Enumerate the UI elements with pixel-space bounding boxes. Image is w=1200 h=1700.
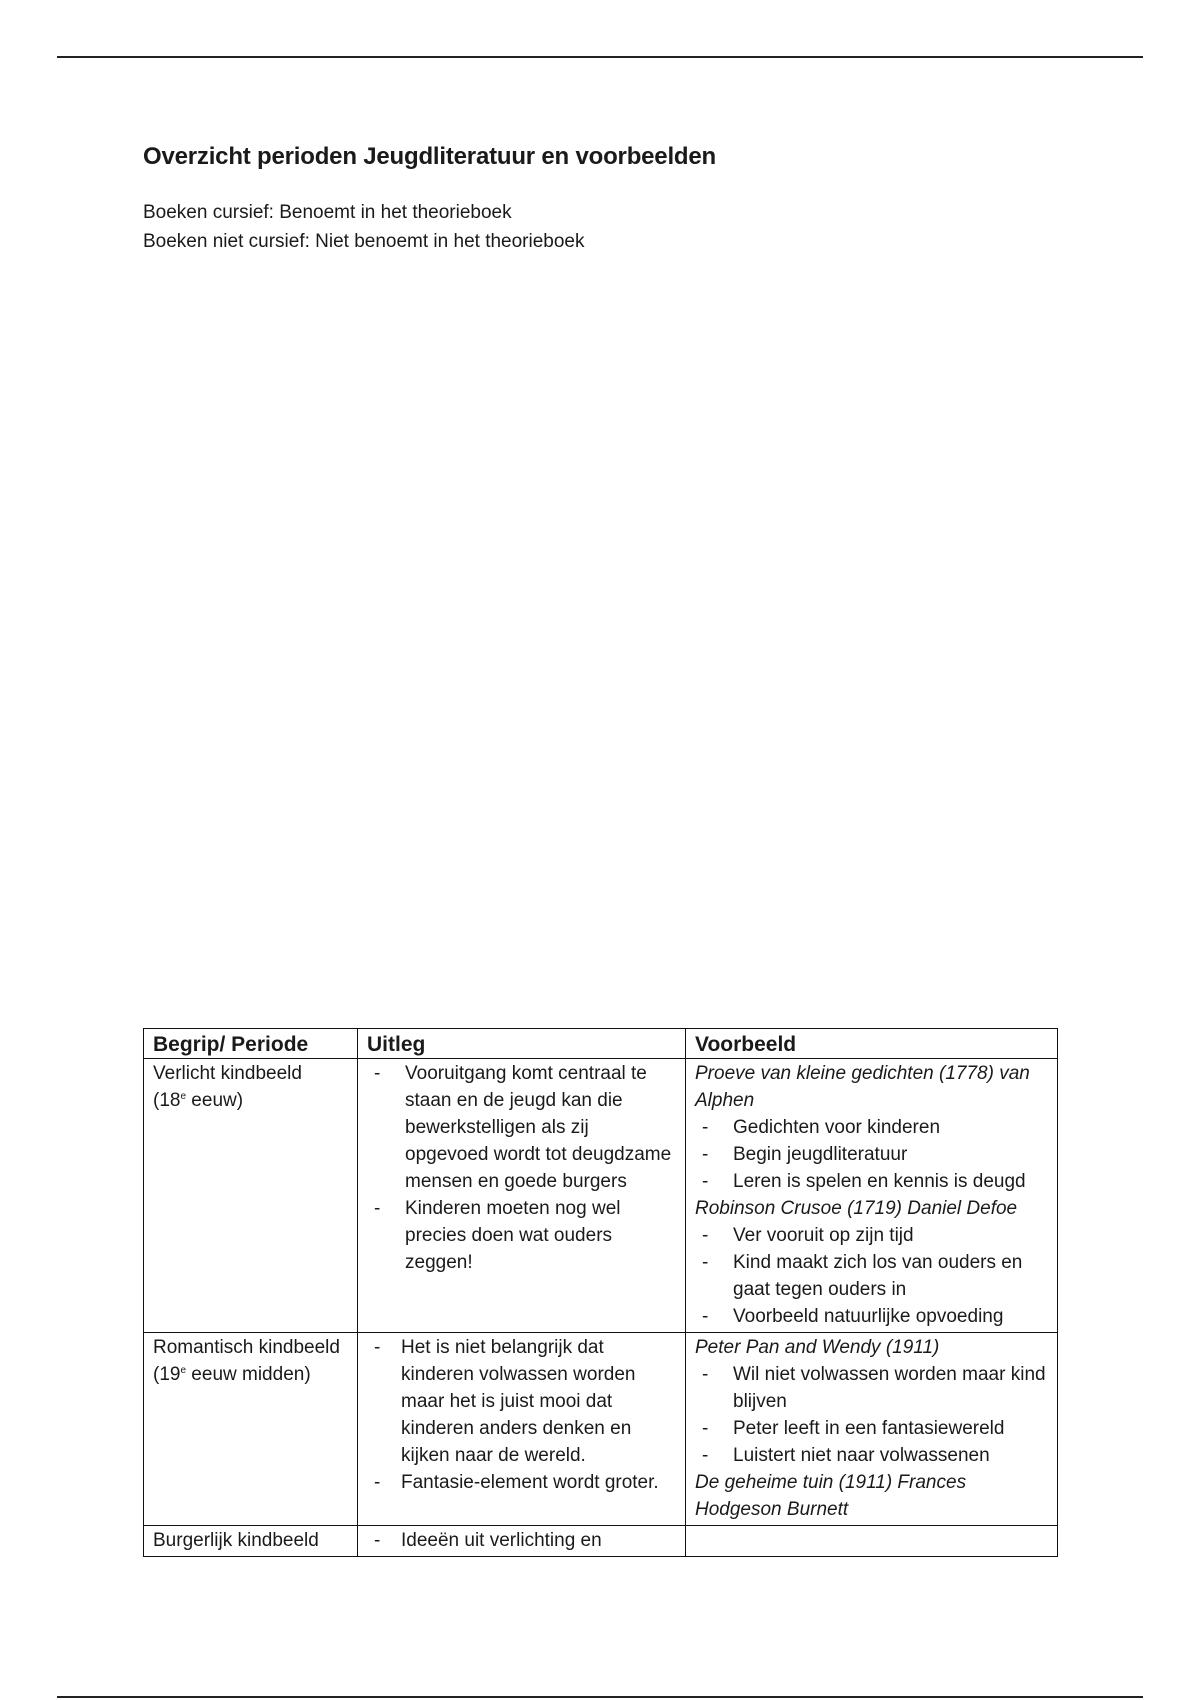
list-item: - Begin jeugdliteratuur: [695, 1141, 1048, 1168]
period-name: Verlicht kindbeeld: [153, 1063, 302, 1084]
table-header-row: [144, 1029, 1058, 1059]
book-points: [695, 1361, 1048, 1469]
header-voorbeeld: Voorbeeld: [686, 1029, 1058, 1059]
book-title: Robinson Crusoe (1719) Daniel Defoe: [695, 1198, 1018, 1219]
uitleg-list: [367, 1334, 676, 1496]
header-rule: [57, 56, 1143, 58]
list-item: - Wil niet volwassen worden maar kind blijven: [695, 1361, 1048, 1415]
list-item: - Ideeën uit verlichting en: [367, 1527, 676, 1554]
voorbeeld-cell: [686, 1059, 1058, 1333]
book-points: [695, 1114, 1048, 1195]
list-item: - Fantasie-element wordt groter.: [367, 1469, 676, 1496]
legend-line-italic: Boeken cursief: Benoemt in het theorieboek: [143, 202, 512, 223]
period-cell: [144, 1333, 358, 1526]
period-name: Burgerlijk kindbeeld: [153, 1530, 319, 1551]
list-item: - Kinderen moeten nog wel precies doen wat ouders zeggen!: [367, 1195, 676, 1276]
uitleg-list: [367, 1527, 676, 1554]
list-item: - Kind maakt zich los van ouders en gaat tegen ouders in: [695, 1249, 1048, 1303]
uitleg-cell: [358, 1333, 686, 1526]
period-cell: [144, 1059, 358, 1333]
legend-line-normal: Boeken niet cursief: Niet benoemt in het theorieboek: [143, 231, 585, 252]
list-item: - Gedichten voor kinderen: [695, 1114, 1048, 1141]
list-item: - Leren is spelen en kennis is deugd: [695, 1168, 1048, 1195]
list-item: - Voorbeeld natuurlijke opvoeding: [695, 1303, 1048, 1330]
footer-rule: [57, 1696, 1143, 1698]
period-era: (19e eeuw midden): [153, 1364, 311, 1385]
list-item: - Peter leeft in een fantasiewereld: [695, 1415, 1048, 1442]
book-title: De geheime tuin (1911) Frances Hodgeson Burnett: [695, 1472, 967, 1520]
book-title: Peter Pan and Wendy (1911): [695, 1337, 940, 1358]
period-cell: [144, 1526, 358, 1557]
overview-table: [143, 1028, 1058, 1557]
header-uitleg: Uitleg: [358, 1029, 686, 1059]
page-title: Overzicht perioden Jeugdliteratuur en voorbeelden: [143, 143, 716, 170]
book-points: [695, 1222, 1048, 1330]
list-item: - Ver vooruit op zijn tijd: [695, 1222, 1048, 1249]
period-name: Romantisch kindbeeld: [153, 1337, 340, 1358]
list-item: - Het is niet belangrijk dat kinderen volwassen worden maar het is juist mooi dat kinderen anders denken en kijken naar de wereld.: [367, 1334, 676, 1469]
uitleg-cell: [358, 1059, 686, 1333]
list-item: - Luistert niet naar volwassenen: [695, 1442, 1048, 1469]
book-title: Proeve van kleine gedichten (1778) van Alphen: [695, 1063, 1030, 1111]
legend: [143, 198, 585, 256]
table-row: [144, 1333, 1058, 1526]
voorbeeld-cell: [686, 1333, 1058, 1526]
uitleg-cell: [358, 1526, 686, 1557]
header-begrip: Begrip/ Periode: [144, 1029, 358, 1059]
table-row: [144, 1526, 1058, 1557]
table-row: [144, 1059, 1058, 1333]
uitleg-list: [367, 1060, 676, 1276]
list-item: - Vooruitgang komt centraal te staan en de jeugd kan die bewerkstelligen als zij opgevoed wordt tot deugdzame mensen en goede burgers: [367, 1060, 676, 1195]
voorbeeld-cell: [686, 1526, 1058, 1557]
period-era: (18e eeuw): [153, 1090, 244, 1111]
